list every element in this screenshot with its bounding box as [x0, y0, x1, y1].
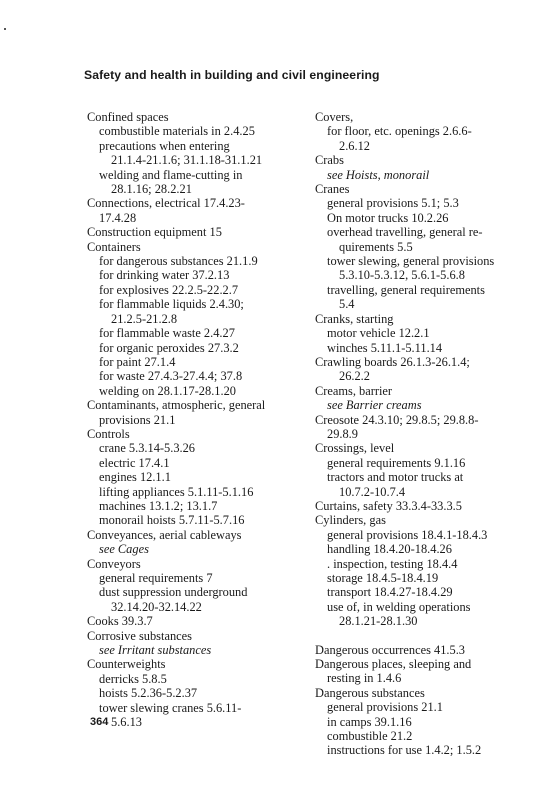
- index-subentry: 10.7.2-10.7.4: [339, 484, 406, 499]
- index-subentry: for dangerous substances 21.1.9: [99, 254, 258, 269]
- index-heading: Confined spaces: [87, 110, 169, 124]
- index-heading: Cranes: [315, 182, 350, 197]
- index-heading: Curtains, safety 33.3.4-33.3.5: [315, 498, 462, 513]
- index-subentry: dust suppression underground: [99, 585, 248, 600]
- index-subentry: for flammable waste 2.4.27: [99, 326, 235, 341]
- index-subentry: for paint 27.1.4: [99, 354, 176, 369]
- index-subentry: combustible materials in 2.4.25: [99, 124, 255, 139]
- index-subentry: engines 12.1.1: [99, 470, 171, 485]
- index-subentry: winches 5.11.1-5.11.14: [327, 340, 443, 355]
- index-subentry: 29.8.9: [327, 426, 358, 441]
- index-subentry: 26.2.2: [339, 369, 370, 384]
- index-heading: Contaminants, atmospheric, general: [87, 398, 266, 413]
- index-heading: Cylinders, gas: [315, 513, 386, 528]
- index-heading: Crawling boards 26.1.3-26.1.4;: [315, 354, 470, 369]
- index-subentry: 5.4: [339, 297, 355, 312]
- index-subentry: 21.1.4-21.1.6; 31.1.18-31.1.21: [111, 153, 263, 168]
- index-subentry: general provisions 18.4.1-18.4.3: [327, 527, 488, 542]
- index-heading: Conveyors: [87, 556, 141, 571]
- index-subentry: see Cages: [99, 542, 149, 557]
- entry-gap: [315, 629, 525, 643]
- index-subentry: . inspection, testing 18.4.4: [327, 556, 458, 571]
- index-subentry: for explosives 22.2.5-22.2.7: [99, 282, 239, 297]
- index-subentry: handling 18.4.20-18.4.26: [327, 542, 452, 557]
- index-subentry: general requirements 7: [99, 571, 213, 585]
- index-heading: Dangerous occurrences 41.5.3: [315, 642, 466, 657]
- index-subentry: 21.2.5-21.2.8: [111, 311, 178, 326]
- index-subentry: 28.1.16; 28.2.21: [111, 182, 192, 197]
- index-subentry: provisions 21.1: [99, 412, 176, 427]
- index-heading: Counterweights: [87, 657, 166, 672]
- index-heading: Conveyances, aerial cableways: [87, 527, 242, 542]
- index-subentry: hoists 5.2.36-5.2.37: [99, 686, 198, 701]
- index-subentry: electric 17.4.1: [99, 455, 170, 470]
- index-subentry: quirements 5.5: [339, 239, 413, 254]
- index-subentry: general provisions 5.1; 5.3: [327, 196, 459, 211]
- scan-speck: [4, 28, 6, 30]
- index-subentry: precautions when entering: [99, 138, 230, 153]
- page-number: 364: [90, 716, 109, 728]
- index-subentry: 5.6.13: [111, 715, 142, 730]
- index-subentry: welding on 28.1.17-28.1.20: [99, 383, 236, 398]
- index-subentry: overhead travelling, general re-: [327, 225, 483, 240]
- index-subentry: 2.6.12: [339, 138, 370, 153]
- index-subentry: tower slewing cranes 5.6.11-: [99, 700, 242, 715]
- index-heading: Crossings, level: [315, 441, 395, 456]
- page-header: Safety and health in building and civil engineering: [84, 68, 380, 82]
- index-subentry: 28.1.21-28.1.30: [339, 614, 418, 629]
- index-column-left: [87, 110, 309, 729]
- index-subentry: for flammable liquids 2.4.30;: [99, 297, 244, 312]
- index-subentry: in camps 39.1.16: [327, 714, 412, 729]
- index-subentry: welding and flame-cutting in: [99, 167, 243, 182]
- index-heading: Dangerous substances: [315, 685, 425, 700]
- index-subentry: resting in 1.4.6: [327, 671, 402, 686]
- index-subentry: 17.4.28: [99, 210, 137, 225]
- index-subentry: see Irritant substances: [99, 643, 212, 658]
- index-subentry: 32.14.20-32.14.22: [111, 599, 202, 614]
- index-heading: Covers,: [315, 110, 354, 124]
- index-subentry: use of, in welding operations: [327, 599, 471, 614]
- index-heading: Containers: [87, 239, 141, 254]
- index-heading: Connections, electrical 17.4.23-: [87, 196, 245, 211]
- index-subentry: general provisions 21.1: [327, 700, 443, 715]
- index-subentry: for waste 27.4.3-27.4.4; 37.8: [99, 369, 243, 384]
- index-subentry: motor vehicle 12.2.1: [327, 326, 430, 341]
- index-heading: Construction equipment 15: [87, 225, 222, 240]
- index-subentry: machines 13.1.2; 13.1.7: [99, 498, 218, 513]
- index-heading: Controls: [87, 426, 130, 441]
- index-subentry: 5.3.10-5.3.12, 5.6.1-5.6.8: [339, 268, 465, 283]
- index-heading: Dangerous places, sleeping and: [315, 657, 472, 672]
- index-column-right: [315, 110, 525, 758]
- index-heading: Cranks, starting: [315, 311, 394, 326]
- index-subentry: see Hoists, monorail: [327, 167, 430, 182]
- index-subentry: for drinking water 37.2.13: [99, 268, 230, 283]
- index-subentry: monorail hoists 5.7.11-5.7.16: [99, 513, 245, 528]
- index-subentry: transport 18.4.27-18.4.29: [327, 585, 453, 600]
- index-subentry: tower slewing, general provisions: [327, 254, 495, 269]
- index-subentry: On motor trucks 10.2.26: [327, 210, 449, 225]
- index-subentry: see Barrier creams: [327, 398, 422, 413]
- index-subentry: tractors and motor trucks at: [327, 470, 464, 485]
- index-subentry: for floor, etc. openings 2.6.6-: [327, 124, 472, 139]
- index-heading: Corrosive substances: [87, 628, 192, 643]
- index-subentry: combustible 21.2: [327, 729, 413, 744]
- index-subentry: for organic peroxides 27.3.2: [99, 340, 239, 355]
- index-subentry: crane 5.3.14-5.3.26: [99, 441, 195, 456]
- index-subentry: storage 18.4.5-18.4.19: [327, 571, 439, 585]
- index-heading: Cooks 39.3.7: [87, 614, 153, 629]
- index-subentry: general requirements 9.1.16: [327, 455, 466, 470]
- index-heading: Creosote 24.3.10; 29.8.5; 29.8.8-: [315, 412, 479, 427]
- index-subentry: instructions for use 1.4.2; 1.5.2: [327, 743, 482, 758]
- index-subentry: travelling, general requirements: [327, 282, 485, 297]
- index-heading: Crabs: [315, 153, 344, 168]
- index-subentry: lifting appliances 5.1.11-5.1.16: [99, 484, 254, 499]
- index-subentry: derricks 5.8.5: [99, 671, 167, 686]
- index-heading: Creams, barrier: [315, 383, 393, 398]
